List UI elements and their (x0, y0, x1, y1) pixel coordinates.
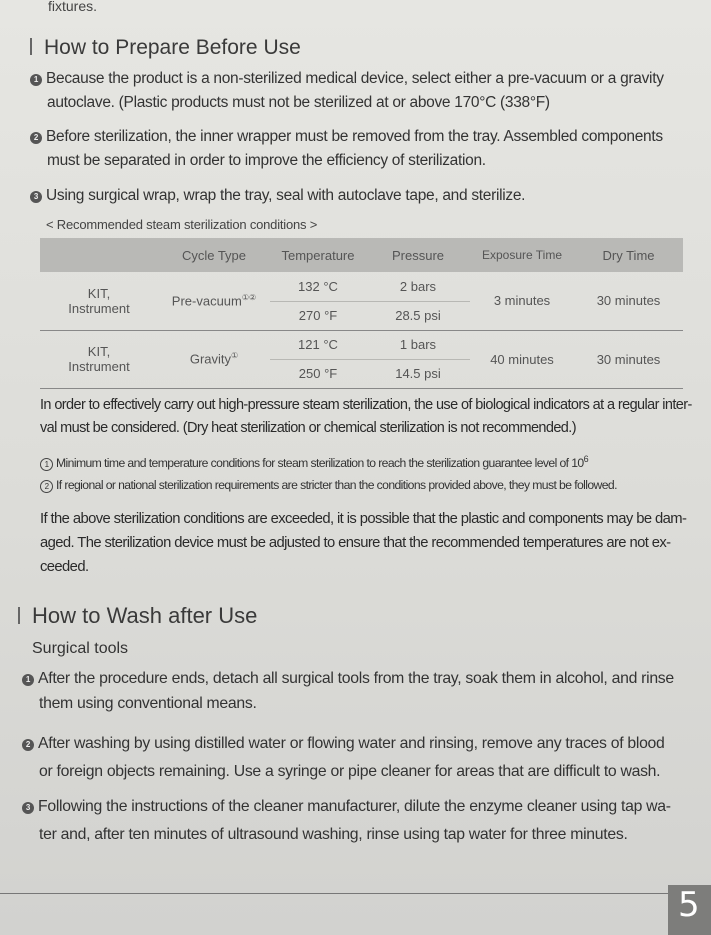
table-cell-item: KIT, Instrument (68, 285, 130, 316)
item-line: must be separated in order to improve the efficiency of sterilization. (47, 152, 486, 169)
page-number: 5 (678, 885, 700, 925)
table-cell-exposure: 3 minutes (493, 293, 551, 309)
item-line: Because the product is a non-sterilized medical device, select either a pre-vacuum or a gravity (46, 70, 664, 87)
table-caption: < Recommended steam sterilization conditions > (46, 217, 318, 232)
note-line: val must be considered. (Dry heat sterilization or chemical sterilization is not recommended.) (40, 420, 576, 436)
warning-line: aged. The sterilization device must be adjusted to ensure that the recommended temperatures are not ex- (40, 535, 671, 551)
item-line: them using conventional means. (39, 695, 257, 712)
item-line: After washing by using distilled water or flowing water and rinsing, remove any traces of blood (38, 735, 665, 752)
table-header-row (40, 238, 683, 272)
footnote (40, 454, 710, 471)
table-header: Temperature (270, 238, 366, 272)
footnote (40, 478, 710, 493)
list-item (22, 793, 710, 849)
title-bar (30, 38, 32, 55)
table-header: Dry Time (574, 238, 683, 272)
table-cell-cycle: Gravity① (158, 330, 270, 388)
item-line: or foreign objects remaining. Use a syringe or pipe cleaner for areas that are difficult to wash. (39, 763, 661, 780)
table-header: Pressure (366, 238, 470, 272)
footer-rule (0, 893, 672, 894)
table-cell-temp: 132 °C (298, 278, 338, 294)
table-header: Cycle Type (158, 238, 270, 272)
item-line: Using surgical wrap, wrap the tray, seal with autoclave tape, and sterilize. (46, 187, 526, 204)
warning-line: If the above sterilization conditions are exceeded, it is possible that the plastic and components may be dam- (40, 511, 687, 527)
table-cell-cycle: Pre-vacuum①② (171, 293, 257, 309)
footnote-text: Minimum time and temperature conditions for steam sterilization to reach the sterilization guarantee level of 10 (56, 456, 584, 471)
number-bullet-icon: 2 (22, 739, 34, 751)
table-cell-temp: 250 °F (270, 359, 366, 388)
number-bullet-icon: 2 (30, 132, 42, 144)
footnote-text: If regional or national sterilization requirements are stricter than the conditions provided above, they must be followed. (56, 478, 617, 492)
table-cell-dry: 30 minutes (574, 330, 683, 388)
table-row (40, 330, 683, 359)
warning-paragraph (40, 507, 710, 579)
item-line: Following the instructions of the cleaner manufacturer, dilute the enzyme cleaner using tap wa- (38, 798, 671, 815)
note-line: In order to effectively carry out high-pressure steam sterilization, the use of biological indicators at a regular inter- (40, 397, 692, 413)
item-line: Before sterilization, the inner wrapper must be removed from the tray. Assembled components (46, 128, 663, 145)
circled-number-icon: 2 (40, 480, 53, 493)
number-bullet-icon: 1 (30, 74, 42, 86)
section-title-prepare (30, 36, 301, 60)
footnote-superscript: 6 (583, 454, 588, 464)
table-cell-pressure: 14.5 psi (366, 359, 470, 388)
number-bullet-icon: 3 (22, 802, 34, 814)
title-bar (18, 607, 20, 624)
list-item (30, 184, 710, 208)
table-cell-dry: 30 minutes (596, 293, 661, 309)
table-header: Exposure Time (470, 238, 574, 272)
section-title-text: How to Prepare Before Use (44, 36, 301, 59)
table-row (40, 272, 683, 301)
footnote-ref: ①② (241, 293, 257, 303)
section-title-text: How to Wash after Use (32, 603, 258, 628)
subheading-surgical-tools: Surgical tools (32, 640, 129, 657)
number-bullet-icon: 1 (22, 674, 34, 686)
item-line: ter and, after ten minutes of ultrasound washing, rinse using tap water for three minutes. (39, 826, 628, 843)
table-cell-pressure: 1 bars (366, 330, 470, 359)
table-cell-temp: 270 °F (270, 301, 366, 330)
sterilization-table (40, 238, 683, 389)
circled-number-icon: 1 (40, 458, 53, 471)
table-cell-pressure: 28.5 psi (366, 301, 470, 330)
table-cell-pressure: 2 bars (399, 278, 437, 294)
footnote-ref: ① (231, 351, 239, 361)
item-line: autoclave. (Plastic products must not be sterilized at or above 170°C (338°F) (47, 94, 550, 111)
top-fragment: fixtures. (48, 0, 98, 14)
section-title-wash (18, 603, 257, 629)
table-cell-item: KIT, Instrument (40, 330, 158, 388)
list-item (30, 125, 710, 173)
table-header (40, 238, 158, 272)
list-item (22, 730, 710, 786)
list-item (30, 67, 710, 115)
number-bullet-icon: 3 (30, 191, 42, 203)
table-cell-temp: 121 °C (270, 330, 366, 359)
table-cell-exposure: 40 minutes (470, 330, 574, 388)
item-line: After the procedure ends, detach all surgical tools from the tray, soak them in alcohol, and rinse (38, 670, 674, 687)
warning-line: ceeded. (40, 559, 89, 575)
list-item (22, 666, 710, 716)
biological-indicator-note (40, 394, 710, 440)
